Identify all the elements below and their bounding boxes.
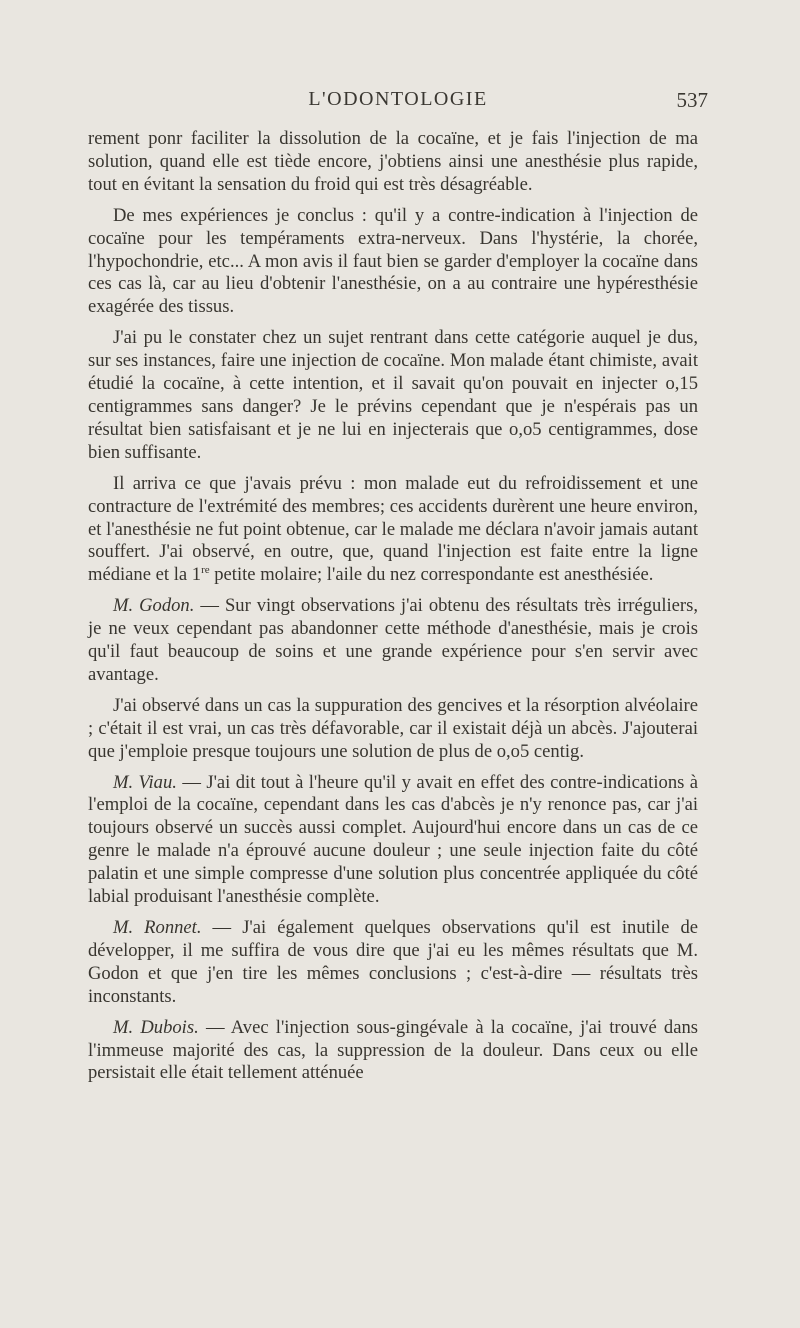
paragraph-ronnet xyxy=(88,917,698,1009)
speaker-name: M. Dubois. xyxy=(113,1016,199,1038)
paragraph-viau xyxy=(88,772,698,909)
superscript-ordinal: re xyxy=(201,564,210,577)
paragraph xyxy=(88,695,698,764)
paragraph-godon xyxy=(88,595,698,687)
speaker-name: M. Ronnet. xyxy=(113,917,202,938)
paragraph-text: J'ai pu le constater chez un sujet rentrant dans cette catégorie auquel je dus, sur ses instances, faire une injection de cocaïne. Mon malade étant chimiste, avait étudié la cocaïne, à cette intention, et il savait qu'on pouvait en injecter o,15 centigrammes sans danger? Je le prévins cependant que je n'espérais pas un résultat bien satisfaisant et je ne lui en injecterais que o,o5 centigrammes, dose bien suffisante. xyxy=(88,327,698,463)
page-number: 537 xyxy=(676,88,708,112)
running-title: L'ODONTOLOGIE xyxy=(308,88,488,110)
paragraph-continuation xyxy=(88,128,698,197)
speaker-name: M. Viau. xyxy=(113,771,177,793)
paragraph xyxy=(88,205,698,320)
paragraph-text: J'ai observé dans un cas la suppuration des gencives et la résorption alvéolaire ; c'était il est vrai, un cas très défavorable, car il existait déjà un abcès. J'ajouterai que j'emploie presque toujours une solution de plus de o,o5 centig. xyxy=(88,694,698,762)
body-text xyxy=(88,128,698,1093)
speaker-name: M. Godon. xyxy=(113,595,195,617)
paragraph-text: — Sur vingt observations j'ai obtenu des résultats très irréguliers, je ne veux cependant pas abandonner cette méthode d'anesthésie, mais je crois qu'il faut beaucoup de soins et une grande expérience pour s'en servir avec avantage. xyxy=(88,595,698,685)
paragraph xyxy=(88,473,698,588)
paragraph-text: — Avec l'injection sous-gingévale à la cocaïne, j'ai trouvé dans l'immeuse majorité des cas, la suppression de la douleur. Dans ceux ou elle persistait elle était tellement atténuée xyxy=(88,1016,699,1084)
page-header xyxy=(88,88,708,116)
paragraph-text: petite molaire; l'aile du nez correspondante est anesthésiée. xyxy=(209,564,654,586)
paragraph-text: — J'ai dit tout à l'heure qu'il y avait en effet des contre-indications à l'emploi de la cocaïne, cependant dans les cas d'abcès je n'y renonce pas, car j'ai toujours observé un succès aussi complet. Aujourd'hui encore dans un cas de ce genre le malade n'a éprouvé aucune douleur ; une seule injection faite du côté palatin et une simple compresse d'une solution plus concentrée appliquée du côté labial produisant l'anesthésie complète. xyxy=(88,771,698,908)
paragraph-text: De mes expériences je conclus : qu'il y a contre-indication à l'injection de cocaïne pour les tempéraments extra-nerveux. Dans l'hystérie, la chorée, l'hypochondrie, etc... A mon avis il faut bien se garder d'employer la cocaïne dans ces cas là, car au lieu d'obtenir l'anesthésie, on a au contraire une hypéresthésie exagérée des tissus. xyxy=(88,204,698,318)
paragraph-text: — J'ai également quelques observations qu'il est inutile de développer, il me suffira de vous dire que j'ai eu les mêmes résultats que M. Godon et que j'en tire les mêmes conclusions ; c'est-à-dire — résultats très inconstants. xyxy=(88,917,698,1007)
paragraph-text: rement ponr faciliter la dissolution de la cocaïne, et je fais l'injection de ma solution, quand elle est tiède encore, j'obtiens ainsi une anesthésie plus rapide, tout en évitant la sensation du froid qui est très désagréable. xyxy=(88,128,698,195)
paragraph-dubois xyxy=(88,1017,698,1086)
paragraph xyxy=(88,327,698,464)
paragraph-text: Il arriva ce que j'avais prévu : mon malade eut du refroidissement et une contracture de l'extrémité des membres; ces accidents durèrent une heure environ, et l'anesthésie ne fut point obtenue, car le malade me déclara n'avoir jamais autant souffert. J'ai observé, en outre, que, quand l'injection est faite entre la ligne médiane et la 1 xyxy=(88,472,698,586)
